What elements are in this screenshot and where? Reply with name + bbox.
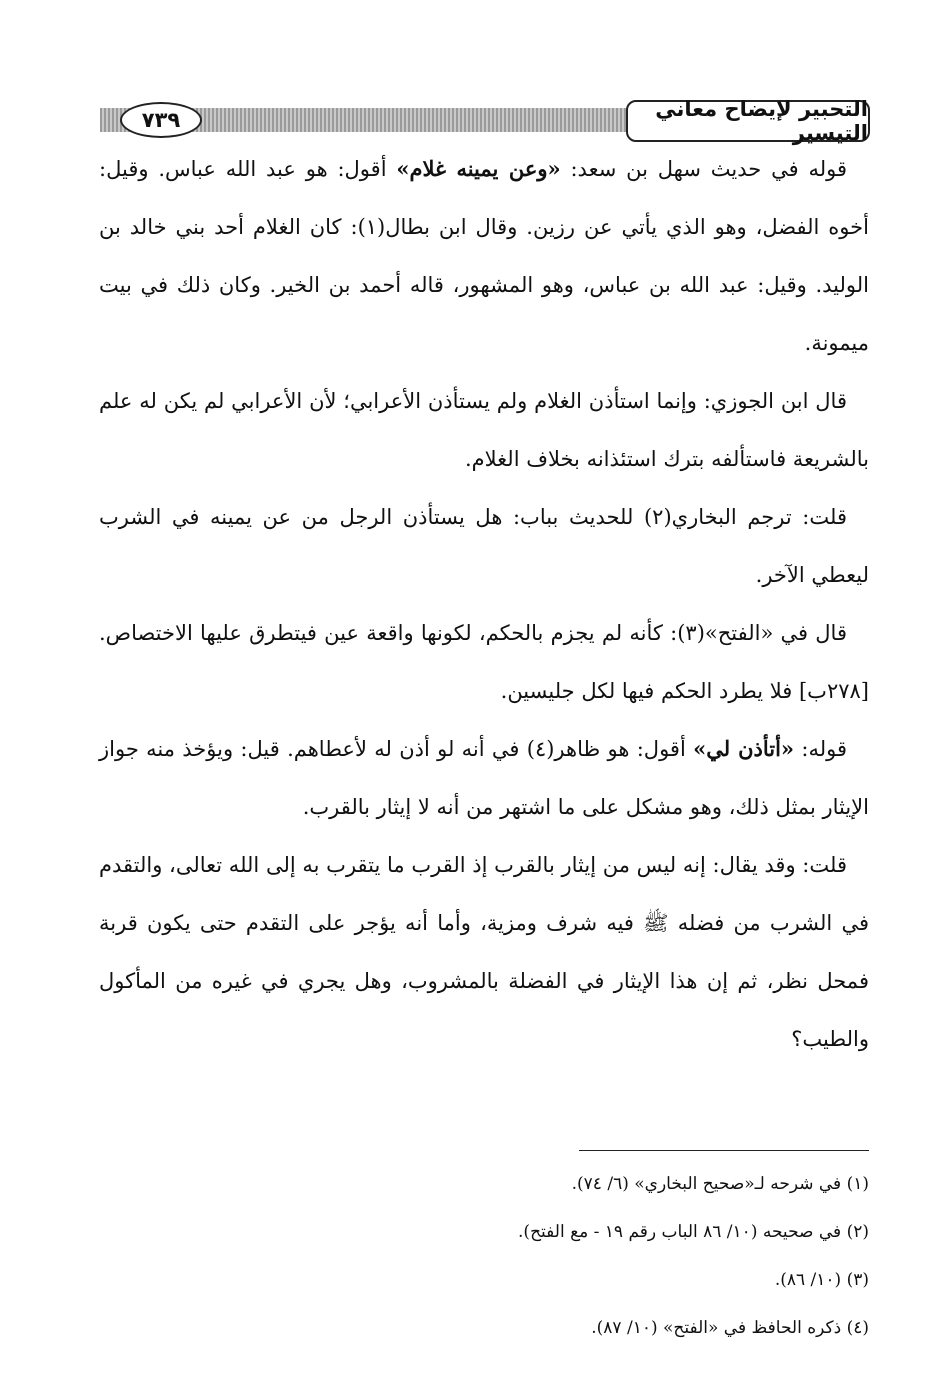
- footnotes: [99, 1160, 869, 1352]
- paragraph: قال ابن الجوزي: وإنما استأذن الغلام ولم يستأذن الأعرابي؛ لأن الأعرابي لم يكن له علم بالشريعة فاستألفه بترك استئذانه بخلاف الغلام.: [99, 389, 869, 471]
- main-text: [99, 140, 869, 1068]
- running-header: [100, 97, 870, 145]
- footnote: (١) في شرحه لـ«صحيح البخاري» (٦/ ٧٤).: [571, 1174, 869, 1194]
- footnote-separator: [579, 1150, 869, 1151]
- paragraph: قوله: «أتأذن لي» أقول: هو ظاهر(٤) في أنه لو أذن له لأعطاهم. قيل: ويؤخذ منه جواز الإيثار بمثل ذلك، وهو مشكل على ما اشتهر من أنه لا إيثار بالقرب.: [99, 736, 869, 819]
- paragraph: قال في «الفتح»(٣): كأنه لم يجزم بالحكم، لكونها واقعة عين فيتطرق عليها الاختصاص. [٢٧٨ب] فلا يطرد الحكم فيها لكل جليسين.: [99, 621, 869, 703]
- paragraph: قلت: وقد يقال: إنه ليس من إيثار بالقرب إذ القرب ما يتقرب به إلى الله تعالى، والتقدم في الشرب من فضله ﷺ فيه شرف ومزية، وأما أنه يؤجر على التقدم حتى يكون قربة فمحل نظر، ثم إن هذا الإيثار في الفضلة بالمشروب، وهل يجري في غيره من المأكول والطيب؟: [99, 853, 869, 1051]
- footnote: (٢) في صحيحه (١٠/ ٨٦ الباب رقم ١٩ - مع الفتح).: [518, 1222, 869, 1242]
- paragraph: قوله في حديث سهل بن سعد: «وعن يمينه غلام» أقول: هو عبد الله عباس. وقيل: أخوه الفضل، وهو الذي يأتي عن رزين. وقال ابن بطال(١): كان الغلام أحد بني خالد بن الوليد. وقيل: عبد الله بن عباس، وهو المشهور، قاله أحمد بن الخير. وكان ذلك في بيت ميمونة.: [99, 156, 869, 355]
- page-number: ٧٣٩: [120, 102, 202, 138]
- footnote: (٣) (١٠/ ٨٦).: [774, 1270, 869, 1290]
- book-title: التحبير لإيضاح معاني التيسير: [626, 100, 870, 142]
- paragraph: قلت: ترجم البخاري(٢) للحديث بباب: هل يستأذن الرجل من عن يمينه في الشرب ليعطي الآخر.: [99, 505, 869, 587]
- footnote: (٤) ذكره الحافظ في «الفتح» (١٠/ ٨٧).: [591, 1318, 869, 1338]
